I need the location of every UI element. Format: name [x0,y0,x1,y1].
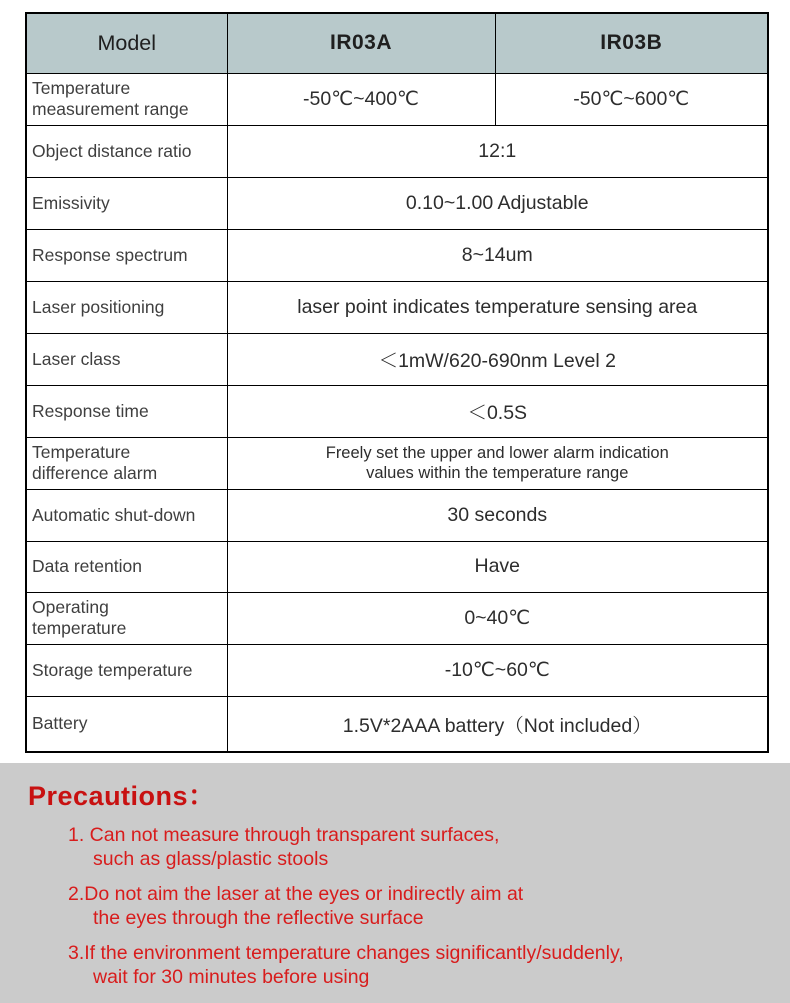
row-value: 12:1 [227,125,768,177]
row-label-line: Temperature [32,442,131,462]
table-row-response-spectrum [26,229,768,281]
spec-table [25,12,769,753]
row-label: Storage temperature [26,644,227,696]
row-label-line: Operating [32,597,109,617]
table-header-row [26,13,768,73]
row-label [26,73,227,125]
row-label: Laser positioning [26,281,227,333]
precautions-title: Precautions： [28,781,216,811]
row-value: laser point indicates temperature sensing area [227,281,768,333]
table-row-emissivity [26,177,768,229]
precaution-line: wait for 30 minutes before using [93,965,370,988]
row-label: Response time [26,385,227,437]
row-value: 0.10~1.00 Adjustable [227,177,768,229]
row-value: ＜0.5S [227,385,768,437]
precaution-item-1 [68,824,780,871]
row-label: Object distance ratio [26,125,227,177]
row-value: 30 seconds [227,489,768,541]
row-label-line: measurement range [32,99,189,119]
table-row-operating-temperature [26,592,768,644]
row-label [26,437,227,489]
row-value-line: Freely set the upper and lower alarm indication [325,444,669,462]
row-label-line: difference alarm [32,463,158,483]
row-value: 0~40℃ [227,592,768,644]
table-row-object-distance-ratio [26,125,768,177]
row-value: Have [227,541,768,592]
table-row-laser-positioning [26,281,768,333]
precautions-section [0,763,790,1003]
header-model-cell: Model [26,13,227,73]
row-value: ＜1mW/620-690nm Level 2 [227,333,768,385]
row-label-line: Temperature [32,78,131,98]
table-row-laser-class [26,333,768,385]
table-row-temperature-range [26,73,768,125]
precaution-line: the eyes through the reflective surface [93,906,424,929]
header-ir03a-cell: IR03A [227,13,495,73]
row-label: Laser class [26,333,227,385]
row-label: Response spectrum [26,229,227,281]
row-value-ir03b: -50℃~600℃ [495,73,768,125]
precaution-item-2 [68,883,780,930]
row-label: Data retention [26,541,227,592]
row-value: 1.5V*2AAA battery（Not included） [227,696,768,752]
precaution-item-3 [68,942,780,989]
row-value-ir03a: -50℃~400℃ [227,73,495,125]
precaution-line: such as glass/plastic stools [93,847,329,870]
header-ir03b-cell: IR03B [495,13,768,73]
row-label [26,592,227,644]
precaution-line: 3.If the environment temperature changes significantly/suddenly, [68,942,624,964]
row-value-line: values within the temperature range [366,464,629,482]
row-value: 8~14um [227,229,768,281]
row-label: Battery [26,696,227,752]
row-label-line: temperature [32,618,127,638]
table-row-storage-temperature [26,644,768,696]
precaution-line: 1. Can not measure through transparent surfaces, [68,824,500,846]
table-row-data-retention [26,541,768,592]
row-label: Emissivity [26,177,227,229]
row-label: Automatic shut-down [26,489,227,541]
precaution-line: 2.Do not aim the laser at the eyes or indirectly aim at [68,883,524,905]
table-row-automatic-shut-down [26,489,768,541]
row-value [227,437,768,489]
table-row-battery [26,696,768,752]
table-row-response-time [26,385,768,437]
table-row-temperature-difference-alarm [26,437,768,489]
row-value: -10℃~60℃ [227,644,768,696]
